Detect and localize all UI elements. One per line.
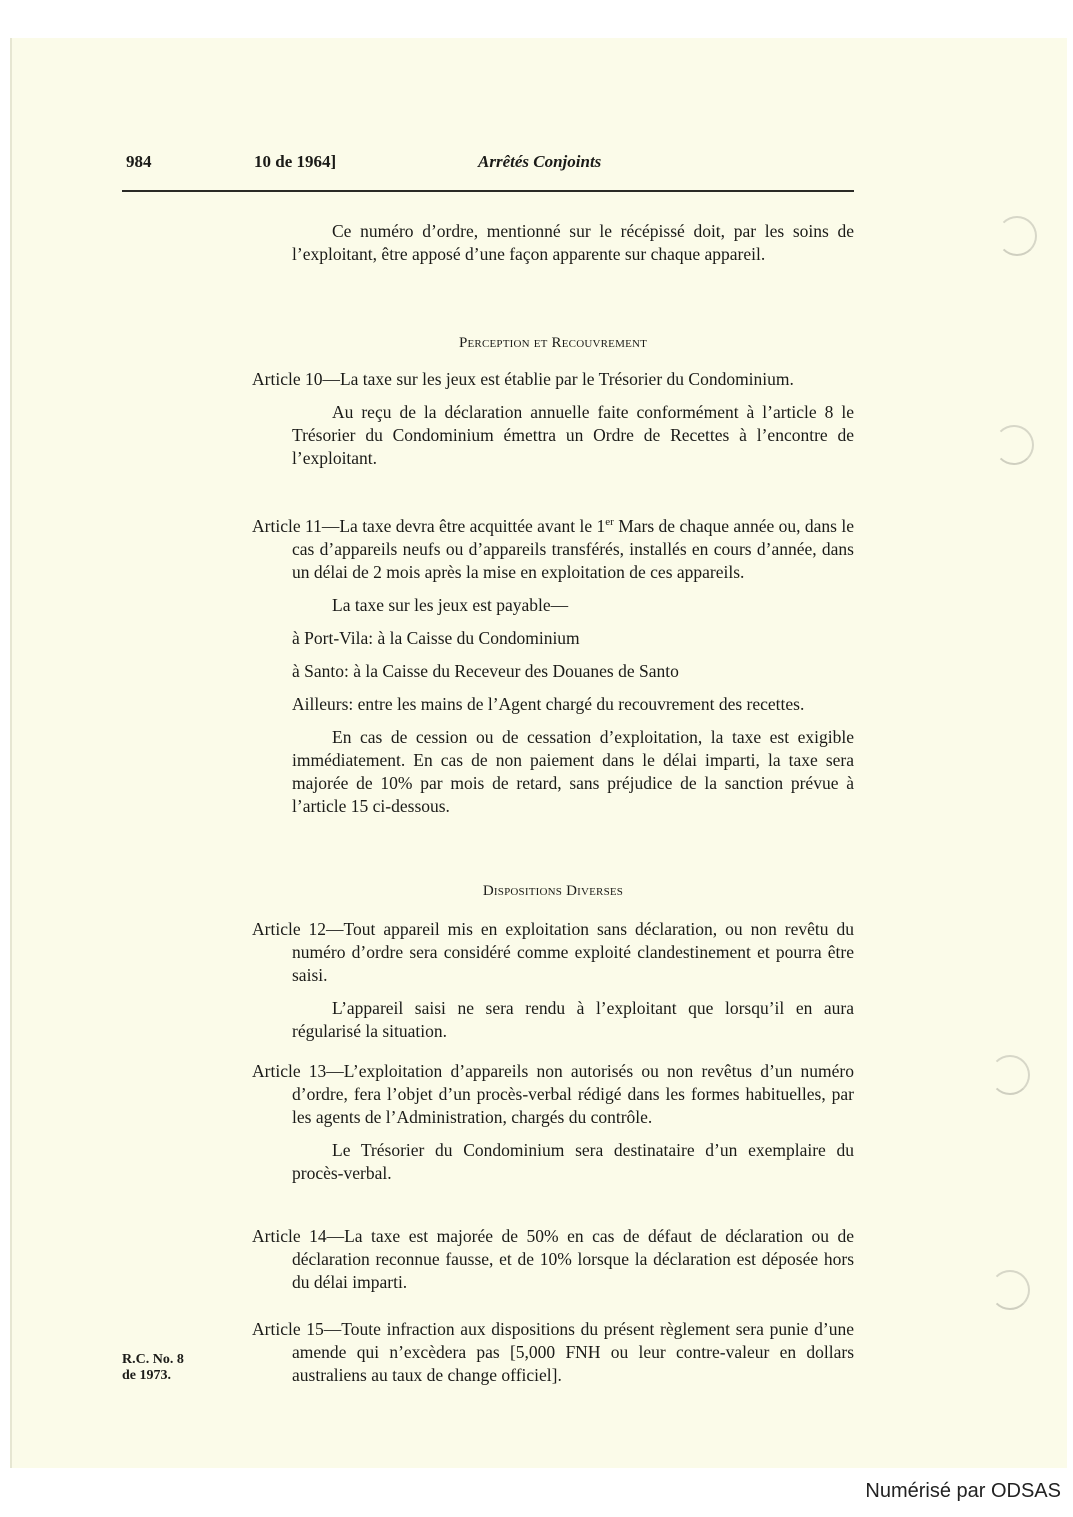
article-11-ailleurs: Ailleurs: entre les mains de l’Agent chargé du recouvrement des recettes.	[292, 693, 805, 714]
superscript: er	[605, 516, 614, 528]
article-10-text: Article 10—La taxe sur les jeux est établie par le Trésorier du Condominium.	[252, 369, 794, 389]
article-13-para-2: Le Trésorier du Condominium sera destinataire d’un exemplaire du procès-verbal.	[292, 1140, 854, 1183]
intro-text: Ce numéro d’ordre, mentionné sur le récépissé doit, par les soins de l’exploitant, être apposé d’une façon apparente sur chaque appareil.	[292, 221, 854, 264]
article-14-text: Article 14—La taxe est majorée de 50% en cas de défaut de déclaration ou de déclaration reconnue fausse, et de 10% lorsque la déclaration est déposée hors du délai imparti.	[252, 1226, 854, 1292]
binder-hole	[994, 425, 1034, 465]
margin-note-line-2: de 1973.	[122, 1368, 171, 1383]
article-15-text: Article 15—Toute infraction aux dispositions du présent règlement sera punie d’une amende qui n’excèdera pas [5,000 FNH ou leur contre-valeur en dollars australiens au taux de change officiel].	[252, 1319, 854, 1385]
margin-note	[122, 1352, 184, 1384]
article-11	[252, 511, 854, 818]
binder-hole	[990, 1055, 1030, 1095]
date-reference: 10 de 1964]	[254, 152, 337, 171]
section-heading-perception: Perception et Recouvrement	[458, 335, 648, 351]
article-10-para-2: Au reçu de la déclaration annuelle faite conformément à l’article 8 le Trésorier du Condominium émettra un Ordre de Recettes à l’encontre de l’exploitant.	[292, 402, 854, 468]
article-11-payable: La taxe sur les jeux est payable—	[332, 594, 569, 615]
intro-paragraph	[252, 220, 854, 266]
header-rule	[122, 190, 854, 192]
article-11-text: Article 11—La taxe devra être acquittée avant le 1er Mars de chaque année ou, dans le cas d’appareils neufs ou d’appareils transférés, installés en cours d’année, dans un délai de 2 mois après la mise en exploitation de ces appareils.	[252, 515, 855, 582]
article-15	[252, 1318, 854, 1387]
article-12-text: Article 12—Tout appareil mis en exploitation sans déclaration, ou non revêtu du numéro d’ordre sera considéré comme exploité clandestinement et pourra être saisi.	[252, 919, 854, 985]
binder-hole	[997, 216, 1037, 256]
digitization-credit: Numérisé par ODSAS	[865, 1480, 1061, 1502]
article-13-text: Article 13—L’exploitation d’appareils non autorisés ou non revêtus d’un numéro d’ordre, fera l’objet d’un procès-verbal rédigé dans les formes habituelles, par les agents de l’Administration, chargés du contrôle.	[252, 1061, 854, 1127]
section-heading-dispositions: Dispositions Diverses	[482, 883, 624, 899]
article-12	[252, 918, 854, 1043]
article-12-para-2: L’appareil saisi ne sera rendu à l’exploitant que lorsqu’il en aura régularisé la situation.	[292, 998, 854, 1041]
binder-hole	[990, 1270, 1030, 1310]
article-10	[252, 368, 854, 470]
page-number: 984	[126, 152, 152, 171]
article-11-port-vila: à Port-Vila: à la Caisse du Condominium	[292, 627, 580, 648]
article-11-cession: En cas de cession ou de cessation d’exploitation, la taxe est exigible immédiatement. En cas de non paiement dans le délai imparti, la taxe sera majorée de 10% par mois de retard, sans préjudice de la sanction prévue à l’article 15 ci-dessous.	[292, 726, 854, 816]
running-title: Arrêtés Conjoints	[478, 152, 602, 171]
article-11-santo: à Santo: à la Caisse du Receveur des Douanes de Santo	[292, 660, 679, 681]
margin-note-line-1: R.C. No. 8	[122, 1352, 184, 1367]
article-13	[252, 1060, 854, 1185]
article-14	[252, 1225, 854, 1294]
